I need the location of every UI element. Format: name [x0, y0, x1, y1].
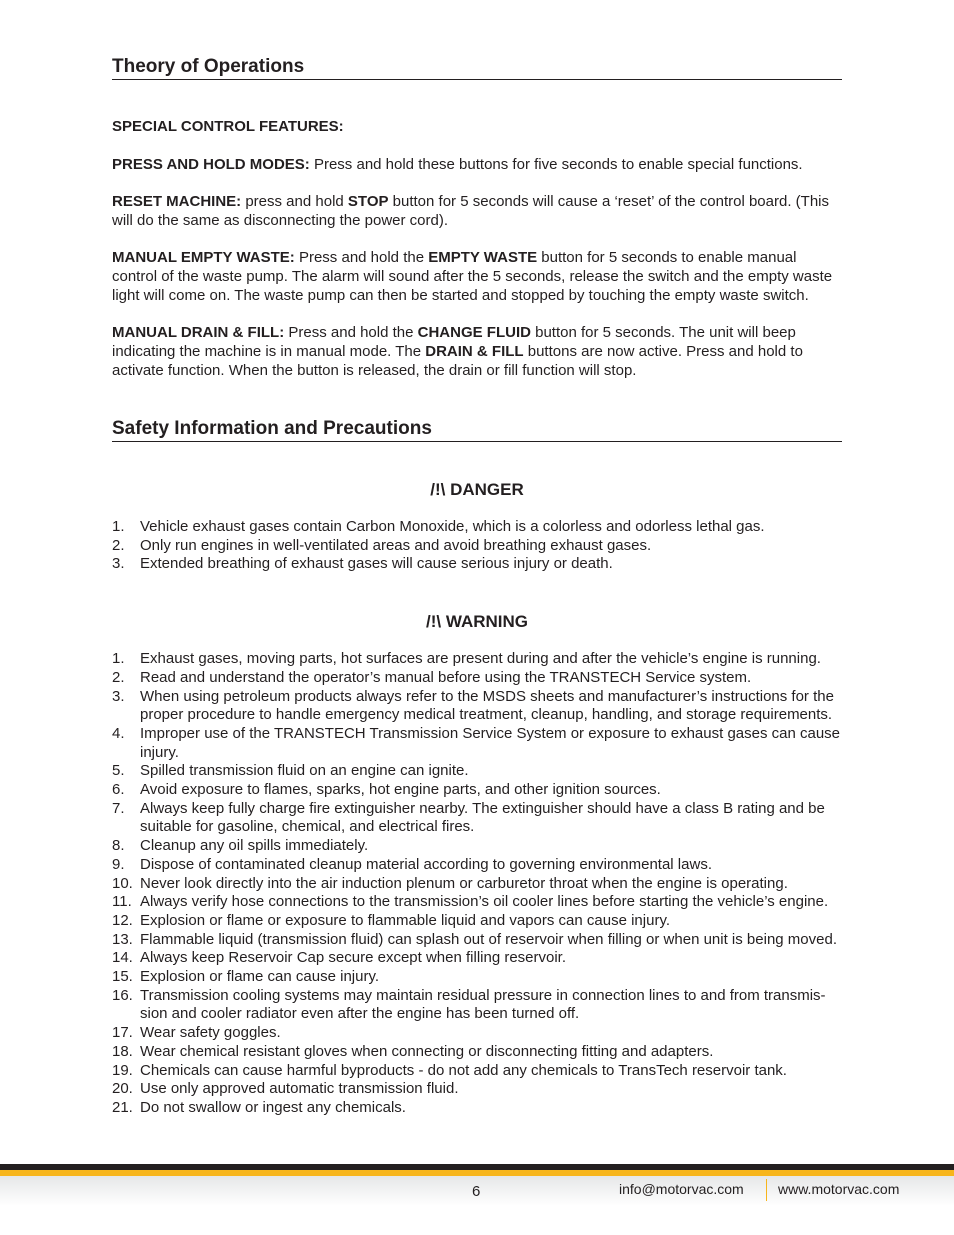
- list-number: 21.: [112, 1098, 133, 1116]
- list-item: [112, 912, 842, 931]
- list-number: 1.: [112, 650, 125, 668]
- safety-title: Safety Information and Precautions: [112, 418, 842, 442]
- list-item: [112, 968, 842, 987]
- reset-label: RESET MACHINE:: [112, 193, 242, 210]
- list-number: 10.: [112, 874, 133, 892]
- list-number: 9.: [112, 855, 125, 873]
- list-item: [112, 518, 842, 537]
- list-number: 18.: [112, 1042, 133, 1060]
- list-text: Extended breathing of exhaust gases will cause serious injury or death.: [140, 555, 613, 573]
- list-item: [112, 688, 842, 725]
- list-text: Always verify hose connections to the transmission’s oil cooler lines before starting the vehicle’s engine.: [140, 893, 829, 911]
- list-number: 1.: [112, 518, 125, 535]
- list-text: Always keep fully charge fire extinguisher nearby. The extinguisher should have a class B rating and be suitable for gasoline, chemical, and electrical fires.: [140, 799, 825, 836]
- empty-label: MANUAL EMPTY WASTE:: [112, 249, 295, 266]
- list-text: Transmission cooling systems may maintain residual pressure in connection lines to and from transmis- sion and cooler radiator even after the engine has been turned off.: [140, 986, 826, 1023]
- list-text: Improper use of the TRANSTECH Transmission Service System or exposure to exhaust gases can cause injury.: [140, 724, 841, 761]
- list-item: [112, 931, 842, 950]
- list-number: 2.: [112, 536, 125, 554]
- list-number: 6.: [112, 781, 125, 799]
- empty-text1: Press and hold the: [294, 249, 429, 266]
- page-content: [112, 56, 842, 1118]
- empty-btn: EMPTY WASTE: [428, 249, 538, 266]
- list-item: [112, 1043, 842, 1062]
- list-number: 4.: [112, 724, 125, 742]
- footer-separator: [766, 1179, 767, 1201]
- drain-btn: CHANGE FLUID: [417, 324, 531, 341]
- list-item: [112, 1099, 842, 1118]
- list-number: 2.: [112, 668, 125, 686]
- press-hold-text: Press and hold these buttons for five seconds to enable special functions.: [309, 156, 803, 173]
- list-text: Avoid exposure to flames, sparks, hot engine parts, and other ignition sources.: [140, 781, 661, 799]
- special-heading: SPECIAL CONTROL FEATURES:: [112, 118, 344, 135]
- drain-btn2: DRAIN & FILL: [425, 343, 524, 360]
- list-item: [112, 650, 842, 669]
- list-text: Use only approved automatic transmission fluid.: [140, 1080, 459, 1098]
- list-item: [112, 893, 842, 912]
- list-item: [112, 856, 842, 875]
- empty-text2: button for 5 seconds to enable manual control of the waste pump. The alarm will sound after the 5 seconds, release the switch and the empty waste light will come on. The waste pump can then be started and stopped by touching the empty waste switch.: [112, 249, 833, 304]
- list-text: Wear safety goggles.: [140, 1024, 281, 1042]
- list-item: [112, 555, 842, 574]
- press-hold-para: [112, 155, 842, 174]
- reset-stop: STOP: [347, 193, 389, 210]
- list-number: 11.: [112, 893, 132, 911]
- list-item: [112, 1024, 842, 1043]
- list-text: Explosion or flame can cause injury.: [140, 968, 380, 986]
- list-number: 12.: [112, 911, 133, 929]
- list-text: Vehicle exhaust gases contain Carbon Monoxide, which is a colorless and odorless lethal gas.: [140, 518, 765, 535]
- list-text: Flammable liquid (transmission fluid) can splash out of reservoir when filling or when unit is being moved.: [140, 930, 837, 948]
- list-item: [112, 1062, 842, 1081]
- list-number: 15.: [112, 968, 133, 986]
- list-number: 19.: [112, 1061, 133, 1079]
- list-text: Cleanup any oil spills immediately.: [140, 837, 369, 855]
- reset-text2: button for 5 seconds will cause a ‘reset’ of the control board. (This will do the same as disconnecting the power cord).: [112, 193, 830, 229]
- reset-para: [112, 192, 842, 230]
- list-number: 7.: [112, 799, 125, 817]
- empty-para: [112, 248, 842, 305]
- list-number: 13.: [112, 930, 133, 948]
- list-text: Spilled transmission fluid on an engine can ignite.: [140, 762, 469, 780]
- danger-heading: /!\ DANGER: [430, 480, 524, 499]
- list-item: [112, 949, 842, 968]
- list-text: Dispose of contaminated cleanup material according to governing environmental laws.: [140, 855, 712, 873]
- list-text: Never look directly into the air induction plenum or carburetor throat when the engine is operating.: [140, 874, 788, 892]
- drain-text2: button for 5 seconds. The unit will beep indicating the machine is in manual mode. The: [112, 324, 796, 360]
- reset-text1: press and hold: [241, 193, 348, 210]
- email-link[interactable]: info@motorvac.com: [619, 1181, 744, 1197]
- list-item: [112, 725, 842, 762]
- list-item: [112, 837, 842, 856]
- list-item: [112, 1080, 842, 1099]
- theory-title: Theory of Operations: [112, 56, 842, 80]
- list-item: [112, 762, 842, 781]
- drain-label: MANUAL DRAIN & FILL:: [112, 324, 285, 341]
- list-number: 20.: [112, 1080, 133, 1098]
- list-number: 8.: [112, 837, 125, 855]
- list-item: [112, 781, 842, 800]
- list-text: Exhaust gases, moving parts, hot surfaces are present during and after the vehicle’s engine is running.: [140, 650, 821, 668]
- list-item: [112, 669, 842, 688]
- list-text: Wear chemical resistant gloves when connecting or disconnecting fitting and adapters.: [140, 1042, 714, 1060]
- list-text: Read and understand the operator’s manual before using the TRANSTECH Service system.: [140, 668, 752, 686]
- list-text: When using petroleum products always refer to the MSDS sheets and manufacturer’s instructions for the proper procedure to handle emergency medical treatment, cleanup, handling, and storage requirements.: [140, 687, 834, 724]
- website-link[interactable]: www.motorvac.com: [778, 1181, 900, 1197]
- list-number: 5.: [112, 762, 125, 780]
- list-number: 3.: [112, 555, 125, 573]
- list-text: Chemicals can cause harmful byproducts - do not add any chemicals to TransTech reservoir tank.: [140, 1061, 787, 1079]
- list-item: [112, 875, 842, 894]
- list-text: Do not swallow or ingest any chemicals.: [140, 1098, 406, 1116]
- list-number: 16.: [112, 986, 133, 1004]
- danger-list: [112, 518, 842, 574]
- list-text: Only run engines in well-ventilated areas and avoid breathing exhaust gases.: [140, 536, 652, 554]
- warning-heading: /!\ WARNING: [426, 612, 528, 632]
- list-number: 17.: [112, 1024, 133, 1042]
- warning-list: [112, 650, 842, 1118]
- page-number: 6: [472, 1183, 481, 1200]
- list-number: 14.: [112, 949, 133, 967]
- list-item: [112, 987, 842, 1024]
- list-item: [112, 800, 842, 837]
- list-item: [112, 537, 842, 556]
- drain-para: [112, 323, 842, 380]
- press-hold-label: PRESS AND HOLD MODES:: [112, 156, 310, 173]
- list-text: Always keep Reservoir Cap secure except when filling reservoir.: [140, 949, 567, 967]
- list-text: Explosion or flame or exposure to flammable liquid and vapors can cause injury.: [140, 911, 670, 929]
- drain-text3: buttons are now active. Press and hold to activate function. When the button is released, the drain or fill function will stop.: [112, 343, 803, 379]
- drain-text1: Press and hold the: [284, 324, 418, 341]
- list-number: 3.: [112, 687, 125, 705]
